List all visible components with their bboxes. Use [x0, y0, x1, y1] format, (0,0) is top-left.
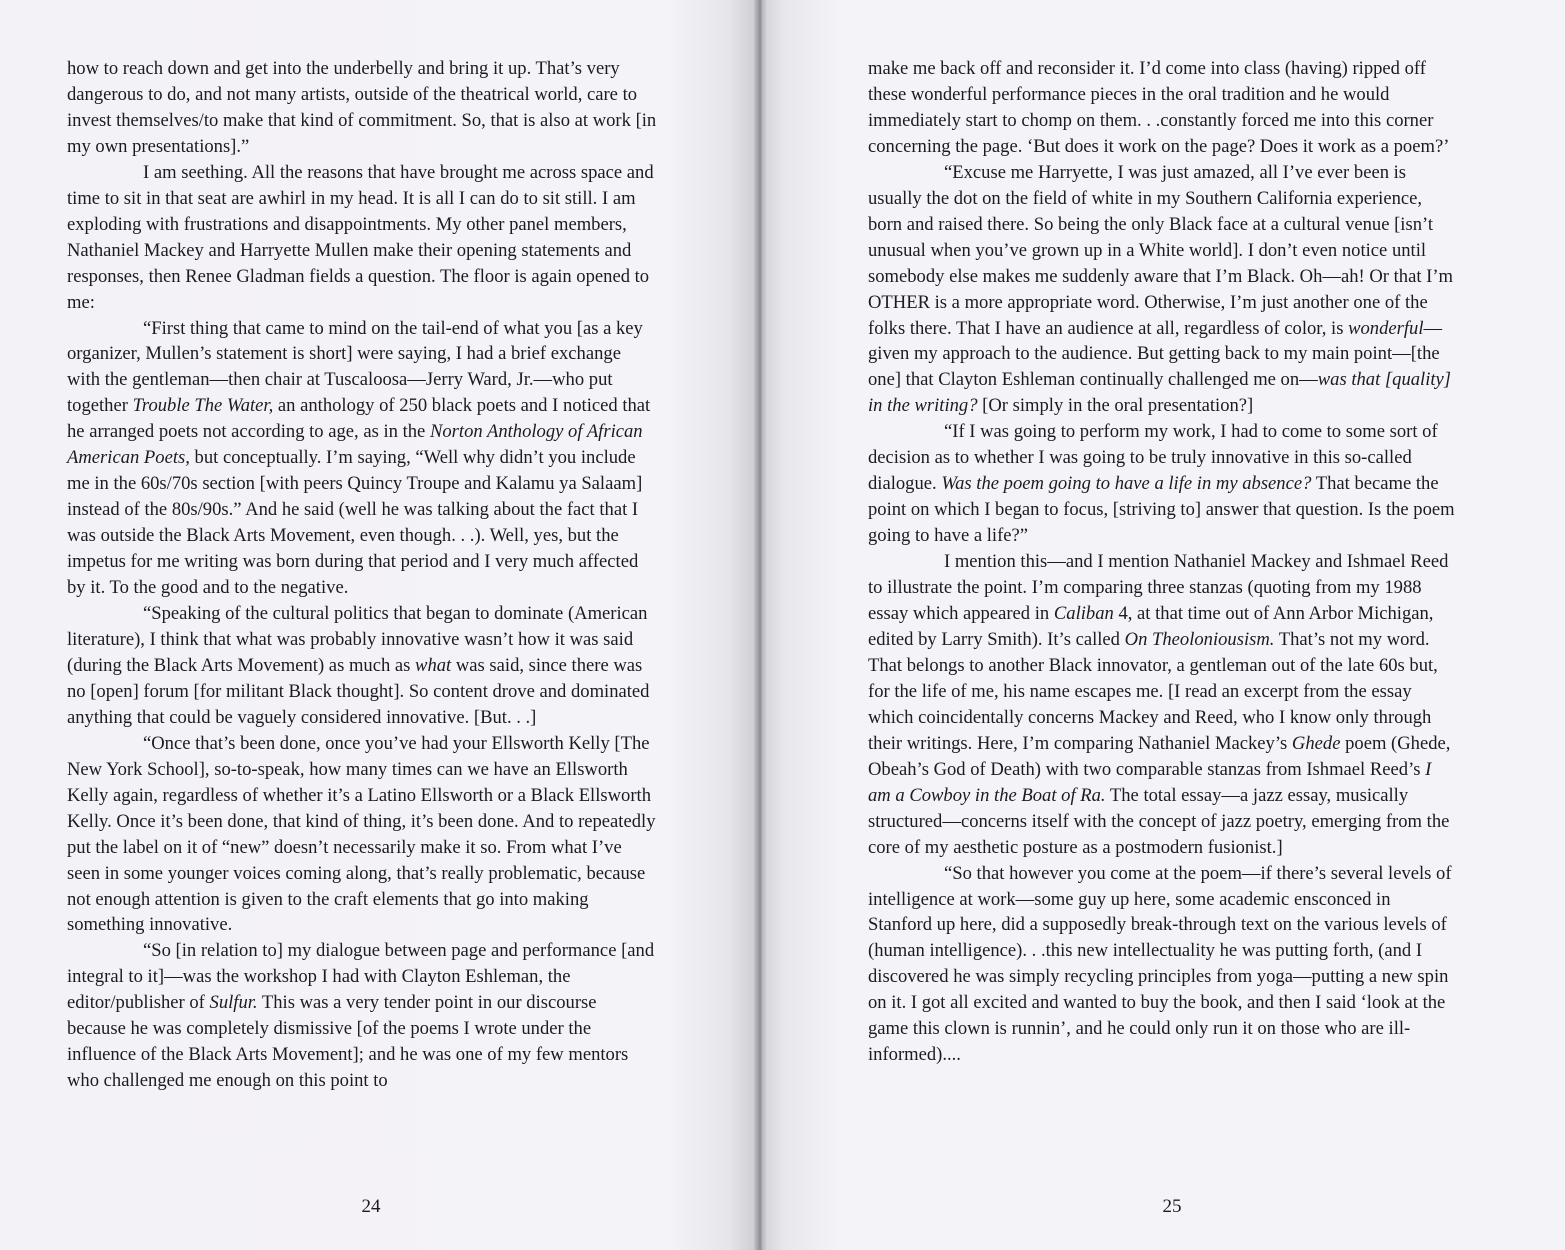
italic-text: Was the poem going to have a life in my absence? [941, 473, 1312, 495]
book-gutter [754, 0, 768, 1250]
right-page [760, 0, 1565, 1250]
italic-text: On Theoloniousism. [1124, 628, 1275, 650]
paragraph [868, 160, 1458, 420]
text-run: That’s not my word. That belongs to another Black innovator, a gentleman out of the late 60s but, for the life of me, his name escapes me. [I read an excerpt from the essay which coincidentally concerns Mackey and Reed, who I know only through their writings. Here, I’m comparing Nathaniel Mackey’s [868, 628, 1438, 754]
italic-text: Ghede [1291, 732, 1341, 754]
right-page-body [868, 56, 1458, 1068]
text-run: an anthology of 250 black poets and I noticed that he arranged poets not according to age, as in the [67, 395, 651, 443]
italic-text: Norton Anthology of African American Poets, [67, 421, 643, 469]
text-run: poem (Ghede, Obeah’s God of Death) with two comparable stanzas from Ishmael Reed’s [868, 732, 1451, 780]
paragraph [67, 160, 657, 316]
paragraph [67, 731, 657, 939]
text-run: “Once that’s been done, once you’ve had your Ellsworth Kelly [The New York School], so-to-speak, how many times can we have an Ellsworth Kelly again, regardless of whether it’s a Latino Ellsworth or a Black Ellsworth Kelly. Once it’s been done, that kind of thing, it’s been done. And to repeatedly put the label on it of “new” doesn’t necessarily make it so. From what I’ve seen in some younger voices coming along, that’s really problematic, because not enough attention is given to the craft elements that go into making something innovative. [67, 732, 656, 936]
paragraph [67, 316, 657, 601]
text-run: but conceptually. I’m saying, “Well why didn’t you include me in the 60s/70s section [with peers Quincy Troupe and Kalamu ya Salaam] instead of the 80s/90s.” And he said (well he was talking about the fact that I was outside the Black Arts Movement, even though. . .). Well, yes, but the impetus for me writing was born during that period and I very much affected by it. To the good and to the negative. [67, 447, 643, 599]
paragraph [868, 861, 1458, 1069]
text-run: The total essay—a jazz essay, musically structured—concerns itself with the concept of jazz poetry, emerging from the core of my aesthetic posture as a postmodern fusionist.] [868, 784, 1450, 858]
text-run: how to reach down and get into the underbelly and bring it up. That’s very dangerous to do, and not many artists, outside of the theatrical world, care to invest themselves/to make that kind of commitment. So, that is also at work [in my own presentations].” [67, 58, 657, 157]
paragraph [868, 56, 1458, 160]
text-run: was said, since there was no [open] forum [for militant Black thought]. So content drove and dominated anything that could be vaguely considered innovative. [But. . .] [67, 654, 650, 728]
paragraph [868, 549, 1458, 860]
text-run: “So [in relation to] my dialogue between page and performance [and integral to it]—was the workshop I had with Clayton Eshleman, the editor/publisher of [67, 940, 655, 1014]
text-run: “So that however you come at the poem—if there’s several levels of intelligence at work—some guy up here, some academic ensconced in Stanford up here, did a supposedly break-through text on the various levels of (human intelligence). . .this new intellectuality he was putting forth, (and I discovered he was simply recycling principles from yoga—putting a new spin on it. I got all excited and wanted to buy the book, and then I said ‘look at the game this clown is runnin’, and he could only run it on those who are ill-informed).... [868, 862, 1452, 1066]
paragraph [67, 601, 657, 731]
text-run: make me back off and reconsider it. I’d come into class (having) ripped off these wonderful performance pieces in the oral tradition and he would immediately start to chomp on them. . .constantly forced me into this corner concerning the page. ‘But does it work on the page? Does it work as a poem?’ [868, 58, 1450, 157]
text-run: This was a very tender point in our discourse because he was completely dismissive [of the poems I wrote under the influence of the Black Arts Movement]; and he was one of my few mentors who challenged me enough on this point to [67, 992, 629, 1092]
italic-text: Caliban [1053, 603, 1114, 625]
italic-text: Trouble The Water, [132, 395, 274, 417]
text-run: “Speaking of the cultural politics that began to dominate (American literature), I think that what was probably innovative wasn’t how it was said (during the Black Arts Movement) as much as [67, 603, 648, 676]
text-run: 4, at that time out of Ann Arbor Michigan, edited by Larry Smith). It’s called [868, 603, 1434, 650]
text-run: “Excuse me Harryette, I was just amazed, all I’ve ever been is usually the dot on the field of white in my Southern California experience, born and raised there. So being the only Black face at a cultural venue [isn’t unusual when you’ve grown up in a White world]. I don’t even notice until somebody else makes me suddenly aware that I’m Black. Oh—ah! Or that I’m OTHER is a more appropriate word. Otherwise, I’m just another one of the folks there. That I have an audience at all, regardless of color, is [868, 161, 1454, 339]
page-number: 24 [361, 1196, 381, 1217]
text-run: “If I was going to perform my work, I had to come to some sort of decision as to whether I was going to be truly innovative in this so-called dialogue. [868, 421, 1438, 495]
italic-text: wonderful [1348, 317, 1424, 339]
text-run: [Or simply in the oral presentation?] [977, 395, 1254, 417]
italic-text: Sulfur. [209, 992, 258, 1014]
left-page [0, 0, 760, 1250]
text-run: —given my approach to the audience. But getting back to my main point—[the one] that Clayton Eshleman continually challenged me on— [868, 317, 1443, 391]
left-page-body [67, 56, 657, 1094]
paragraph [868, 419, 1458, 549]
text-run: “First thing that came to mind on the tail-end of what you [as a key organizer, Mullen’s statement is short] were saying, I had a brief exchange with the gentleman—then chair at Tuscaloosa—Jerry Ward, Jr.—who put together [67, 317, 643, 417]
page-number: 25 [1162, 1196, 1182, 1217]
italic-text: was that [quality] in the writing? [868, 369, 1452, 417]
text-run: I am seething. All the reasons that have brought me across space and time to sit in that seat are awhirl in my head. It is all I can do to sit still. I am exploding with frustrations and disappointments. My other panel members, Nathaniel Mackey and Harryette Mullen make their opening statements and responses, then Renee Gladman fields a question. The floor is again opened to me: [67, 161, 654, 313]
text-run: That became the point on which I began to focus, [striving to] answer that question. Is the poem going to have a life?” [868, 473, 1455, 547]
text-run: I mention this—and I mention Nathaniel Mackey and Ishmael Reed to illustrate the point. I’m comparing three stanzas (quoting from my 1988 essay which appeared in [868, 551, 1449, 625]
paragraph [67, 938, 657, 1094]
paragraph [67, 56, 657, 160]
italic-text: I am a Cowboy in the Boat of Ra. [868, 758, 1432, 806]
italic-text: what [415, 654, 452, 676]
